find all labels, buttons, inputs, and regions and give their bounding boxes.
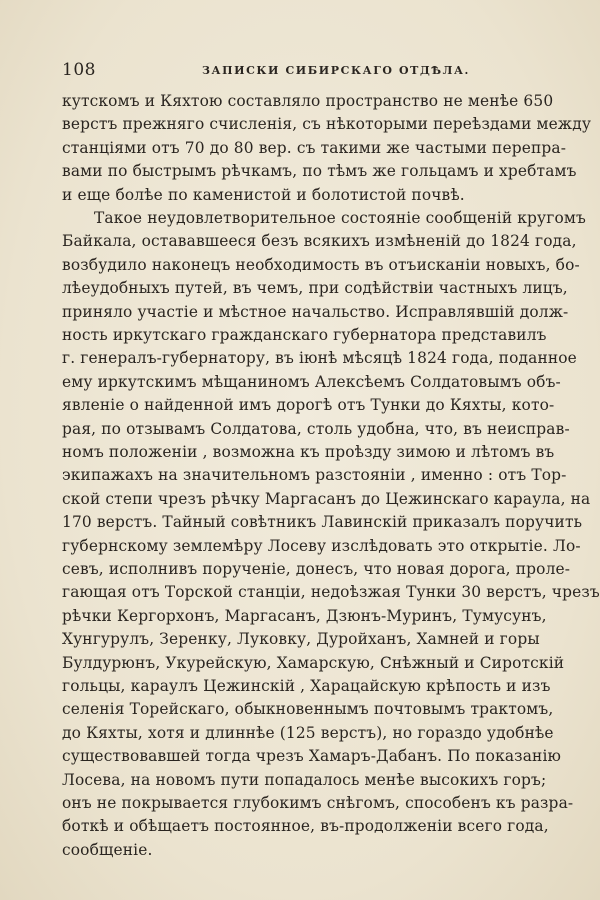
text-line: губернскому землемѣру Лосеву изслѣдовать это открытіе. Ло- xyxy=(62,536,581,555)
text-line: экипажахъ на значительномъ разстояніи , именно : отъ Тор- xyxy=(62,466,567,485)
running-title: ЗАПИСКИ СИБИРСКАГО ОТДѢЛА. xyxy=(202,64,470,77)
text-line: сообщеніе. xyxy=(62,840,153,859)
text-line: Такое неудовлетворительное состояніе сообщеній кругомъ xyxy=(94,209,586,227)
text-line: селенія Торейскаго, обыкновеннымъ почтовымъ трактомъ, xyxy=(62,700,554,719)
text-line: онъ не покрывается глубокимъ снѣгомъ, способенъ къ разра- xyxy=(62,794,574,812)
text-line: и еще болѣе по каменистой и болотистой почвѣ. xyxy=(62,185,465,204)
text-line: севъ, исполнивъ порученіе, донесъ, что новая дорога, проле- xyxy=(62,560,571,578)
text-line: Хунгурулъ, Зеренку, Луковку, Дуройханъ, Хамней и горы xyxy=(62,630,540,649)
text-line: ность иркутскаго гражданскаго губернатора представилъ xyxy=(62,326,547,344)
text-line: Булдурюнъ, Укурейскую, Хамарскую, Снѣжный и Сиротскій xyxy=(62,653,565,672)
text-line: гающая отъ Торской станціи, недоѣзжая Тунки 30 верстъ, чрезъ xyxy=(62,583,600,602)
text-line: ему иркутскимъ мѣщаниномъ Алексѣемъ Солдатовымъ объ- xyxy=(62,372,561,391)
text-line: до Кяхты, хотя и длиннѣе (125 верстъ), но гораздо удобнѣе xyxy=(62,723,554,742)
text-line: явленіе о найденной имъ дорогѣ отъ Тунки до Кяхты, кото- xyxy=(62,396,555,415)
text-line: рѣчки Кергорхонъ, Маргасанъ, Дзюнъ-Муринъ, Тумусунъ, xyxy=(62,606,547,625)
text-line: Лосева, на новомъ пути попадалось менѣе высокихъ горъ; xyxy=(62,770,547,789)
text-line: станціями отъ 70 до 80 вер. съ такими же частыми перепра- xyxy=(62,138,567,157)
page-header xyxy=(62,60,536,82)
text-line: лѣеудобныхъ путей, въ чемъ, при содѣйствіи частныхъ лицъ, xyxy=(62,279,568,298)
page-number: 108 xyxy=(62,60,96,80)
text-line: 170 верстъ. Тайный совѣтникъ Лавинскій приказалъ поручить xyxy=(62,513,583,532)
text-line: существовавшей тогда чрезъ Хамаръ-Дабанъ. По показанію xyxy=(62,747,562,766)
text-line: возбудило наконецъ необходимость въ отъисканіи новыхъ, бо- xyxy=(62,255,580,274)
text-line: г. генералъ-губернатору, въ іюнѣ мѣсяцѣ 1824 года, поданное xyxy=(62,349,577,368)
text-line: номъ положеніи , возможна къ проѣзду зимою и лѣтомъ въ xyxy=(62,443,555,461)
text-line: ской степи чрезъ рѣчку Маргасанъ до Цежинскаго караула, на xyxy=(62,489,591,508)
text-line: верстъ прежняго счисленія, съ нѣкоторыми переѣздами между xyxy=(62,115,592,134)
text-line: Байкала, остававшееся безъ всякихъ измѣненій до 1824 года, xyxy=(62,232,577,251)
text-line: гольцы, караулъ Цежинскій , Харацайскую крѣпость и изъ xyxy=(62,677,551,695)
text-line: кутскомъ и Кяхтою составляло пространство не менѣе 650 xyxy=(62,92,554,110)
text-line: боткѣ и обѣщаетъ постоянное, въ-продолженіи всего года, xyxy=(62,817,549,836)
text-line: приняло участіе и мѣстное начальство. Исправлявшій долж- xyxy=(62,302,569,321)
text-line: рая, по отзывамъ Солдатова, столь удобна, что, въ неисправ- xyxy=(62,419,570,438)
text-line: вами по быстрымъ рѣчкамъ, по тѣмъ же гольцамъ и хребтамъ xyxy=(62,162,577,181)
